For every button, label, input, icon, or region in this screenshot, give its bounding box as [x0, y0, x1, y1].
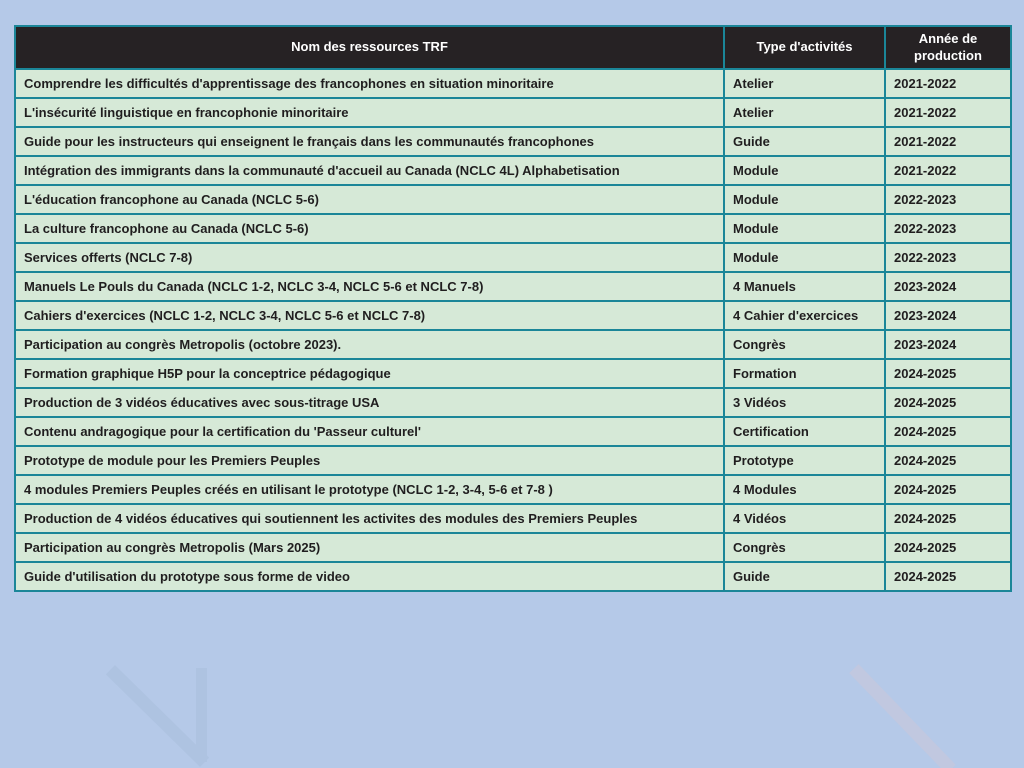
table-row: [15, 156, 1011, 185]
table-row: [15, 301, 1011, 330]
cell-year: 2023-2024: [885, 301, 1011, 330]
cell-name: Cahiers d'exercices (NCLC 1-2, NCLC 3-4, NCLC 5-6 et NCLC 7-8): [15, 301, 724, 330]
cell-name: Manuels Le Pouls du Canada (NCLC 1-2, NCLC 3-4, NCLC 5-6 et NCLC 7-8): [15, 272, 724, 301]
cell-type: 4 Vidéos: [724, 504, 885, 533]
cell-type: 4 Modules: [724, 475, 885, 504]
table-row: [15, 388, 1011, 417]
cell-name: Formation graphique H5P pour la conceptrice pédagogique: [15, 359, 724, 388]
table-row: [15, 417, 1011, 446]
column-header-annee-production: Année de production: [885, 26, 1011, 69]
cell-name: Participation au congrès Metropolis (octobre 2023).: [15, 330, 724, 359]
cell-name: Intégration des immigrants dans la communauté d'accueil au Canada (NCLC 4L) Alphabetisation: [15, 156, 724, 185]
cell-year: 2024-2025: [885, 533, 1011, 562]
table-body: [15, 69, 1011, 591]
cell-name: L'éducation francophone au Canada (NCLC 5-6): [15, 185, 724, 214]
cell-type: 4 Manuels: [724, 272, 885, 301]
cell-name: Contenu andragogique pour la certification du 'Passeur culturel': [15, 417, 724, 446]
cell-type: Atelier: [724, 98, 885, 127]
table-row: [15, 446, 1011, 475]
table-row: [15, 504, 1011, 533]
cell-name: Guide d'utilisation du prototype sous forme de video: [15, 562, 724, 591]
cell-type: Formation: [724, 359, 885, 388]
resources-table: [14, 25, 1012, 592]
table-row: [15, 533, 1011, 562]
cell-name: Guide pour les instructeurs qui enseignent le français dans les communautés francophones: [15, 127, 724, 156]
table-header-row: [15, 26, 1011, 69]
table-row: [15, 475, 1011, 504]
cell-type: Congrès: [724, 533, 885, 562]
cell-type: Atelier: [724, 69, 885, 98]
cell-name: Production de 4 vidéos éducatives qui soutiennent les activites des modules des Premiers Peuples: [15, 504, 724, 533]
cell-type: Congrès: [724, 330, 885, 359]
cell-year: 2024-2025: [885, 504, 1011, 533]
cell-type: 4 Cahier d'exercices: [724, 301, 885, 330]
cell-year: 2023-2024: [885, 330, 1011, 359]
cell-year: 2024-2025: [885, 388, 1011, 417]
table-row: [15, 272, 1011, 301]
table-row: [15, 127, 1011, 156]
cell-year: 2021-2022: [885, 127, 1011, 156]
cell-year: 2021-2022: [885, 69, 1011, 98]
cell-type: Module: [724, 185, 885, 214]
cell-type: Module: [724, 156, 885, 185]
cell-year: 2021-2022: [885, 98, 1011, 127]
cell-type: Guide: [724, 127, 885, 156]
table-row: [15, 243, 1011, 272]
table-row: [15, 214, 1011, 243]
cell-type: Prototype: [724, 446, 885, 475]
cell-type: Guide: [724, 562, 885, 591]
cell-year: 2024-2025: [885, 359, 1011, 388]
background-chevron-right-arm: [196, 668, 207, 762]
cell-year: 2024-2025: [885, 562, 1011, 591]
cell-year: 2021-2022: [885, 156, 1011, 185]
cell-type: Module: [724, 243, 885, 272]
table-row: [15, 562, 1011, 591]
cell-name: Prototype de module pour les Premiers Peuples: [15, 446, 724, 475]
cell-year: 2024-2025: [885, 446, 1011, 475]
cell-year: 2022-2023: [885, 243, 1011, 272]
background-chevron-left-arm: [106, 665, 209, 767]
cell-year: 2023-2024: [885, 272, 1011, 301]
cell-name: Services offerts (NCLC 7-8): [15, 243, 724, 272]
cell-type: 3 Vidéos: [724, 388, 885, 417]
cell-year: 2022-2023: [885, 185, 1011, 214]
table-row: [15, 185, 1011, 214]
cell-type: Module: [724, 214, 885, 243]
cell-year: 2022-2023: [885, 214, 1011, 243]
column-header-type-activites: Type d'activités: [724, 26, 885, 69]
table-row: [15, 98, 1011, 127]
cell-name: Production de 3 vidéos éducatives avec sous-titrage USA: [15, 388, 724, 417]
column-header-nom-des-ressources: Nom des ressources TRF: [15, 26, 724, 69]
cell-name: Participation au congrès Metropolis (Mars 2025): [15, 533, 724, 562]
table-row: [15, 359, 1011, 388]
table-row: [15, 330, 1011, 359]
cell-year: 2024-2025: [885, 417, 1011, 446]
cell-type: Certification: [724, 417, 885, 446]
cell-name: L'insécurité linguistique en francophonie minoritaire: [15, 98, 724, 127]
cell-name: La culture francophone au Canada (NCLC 5-6): [15, 214, 724, 243]
cell-name: Comprendre les difficultés d'apprentissage des francophones en situation minoritaire: [15, 69, 724, 98]
table-row: [15, 69, 1011, 98]
cell-year: 2024-2025: [885, 475, 1011, 504]
cell-name: 4 modules Premiers Peuples créés en utilisant le prototype (NCLC 1-2, 3-4, 5-6 et 7-8 ): [15, 475, 724, 504]
background-diagonal-line: [849, 664, 956, 768]
